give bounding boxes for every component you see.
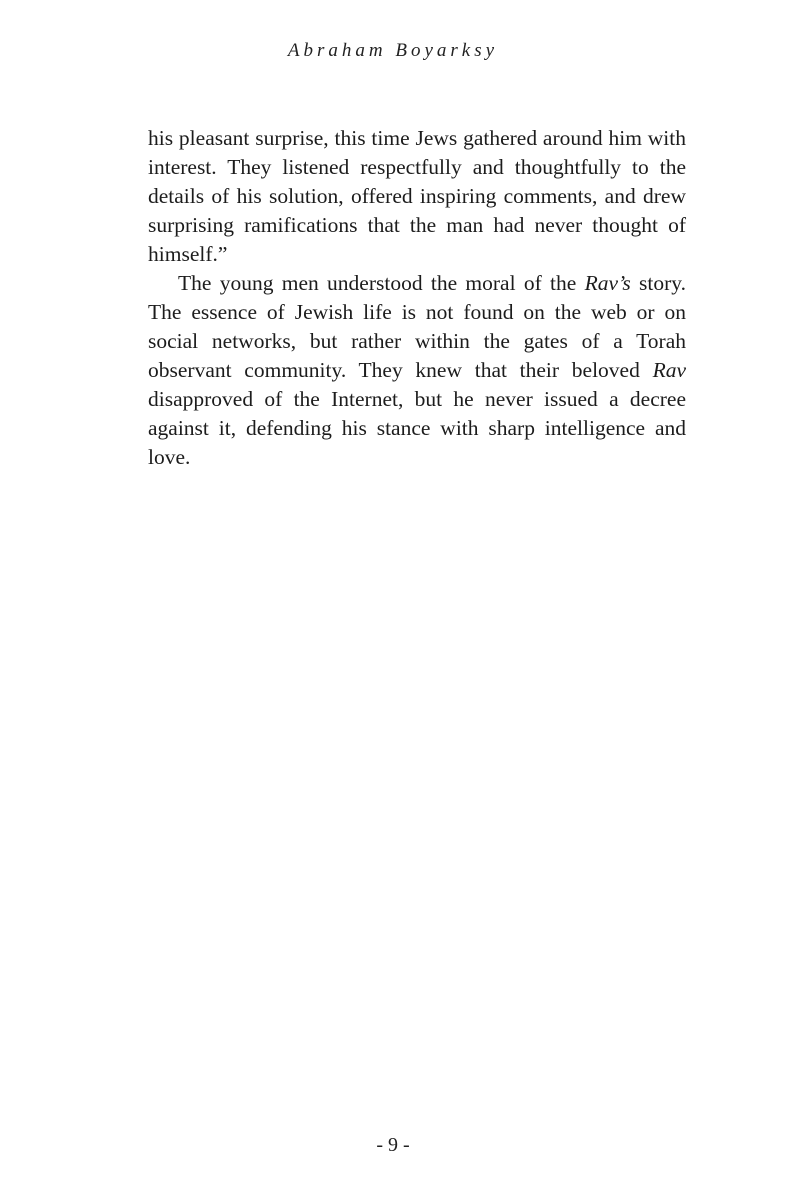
paragraph-moral [148,269,686,472]
paragraph-continued: his pleasant surprise, this time Jews gathered around him with interest. They listened respectfully and thoughtfully to the details of his solution, offered inspiring comments, and drew surprising ramifications that the man had never thought of himself.” [148,126,686,266]
italic-term: Rav [652,358,686,382]
paragraph-text-segment: story. The essence of Jewish life is not found on the web or on social networks, but rather within the gates of a Torah observant community. They knew that their beloved [148,271,687,382]
page-number: - 9 - [376,1134,410,1156]
italic-term: Rav’s [584,271,631,295]
paragraph-text-segment: disapproved of the Internet, but he never issued a decree against it, defending his stance with sharp intelligence and love. [148,387,686,469]
paragraph-text-segment: The young men understood the moral of the [178,271,585,295]
running-head-author: Abraham Boyarksy [287,40,499,61]
body-text [148,124,686,472]
